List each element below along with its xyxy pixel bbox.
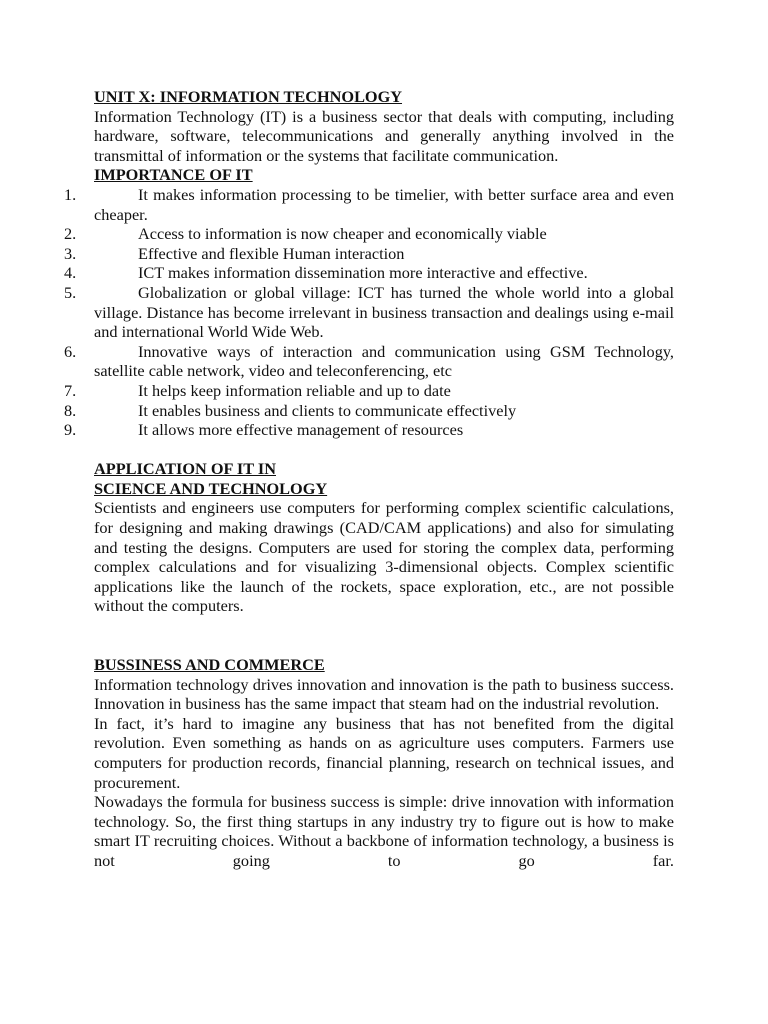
list-number: 7.: [64, 380, 77, 400]
business-heading: BUSSINESS AND COMMERCE: [94, 655, 325, 675]
list-number: 5.: [64, 282, 77, 302]
list-text: It makes information processing to be timelier, with better surface area and even cheaper.: [94, 184, 674, 224]
list-number: 6.: [64, 341, 77, 361]
application-heading-line1: APPLICATION OF IT IN: [94, 459, 276, 479]
list-text: Globalization or global village: ICT has turned the whole world into a global village. Distance has become irrelevant in business transaction and dealings using e-mail and international World Wide Web.: [94, 282, 674, 342]
importance-list: [64, 184, 674, 440]
list-text: It enables business and clients to communicate effectively: [138, 400, 517, 420]
business-paragraph-1: Information technology drives innovation and innovation is the path to business success. Innovation in business has the same impact that steam had on the industrial revolution.: [94, 674, 674, 714]
document-body: [64, 87, 674, 871]
list-text: Innovative ways of interaction and communication using GSM Technology, satellite cable network, video and teleconferencing, etc: [94, 341, 674, 381]
list-item: [64, 243, 674, 264]
list-text: It helps keep information reliable and up to date: [138, 380, 451, 400]
list-item: [64, 341, 674, 381]
unit-title: UNIT X: INFORMATION TECHNOLOGY: [94, 87, 403, 106]
list-number: 2.: [64, 224, 77, 244]
list-item: [64, 184, 674, 224]
list-text: It allows more effective management of resources: [138, 420, 464, 440]
intro-paragraph: Information Technology (IT) is a business sector that deals with computing, including hardware, software, telecommunications and generally anything involved in the transmittal of information or the systems that facilitate communication.: [94, 106, 674, 165]
list-item: [64, 420, 674, 440]
list-item: [64, 282, 674, 342]
list-text: Access to information is now cheaper and economically viable: [138, 224, 547, 244]
application-heading-line2: SCIENCE AND TECHNOLOGY: [94, 478, 328, 498]
business-paragraph-3: Nowadays the formula for business success is simple: drive innovation with information technology. So, the first thing startups in any industry try to figure out is how to make smart IT recruiting choices. Without a backbone of information technology, a business is not going to go far.: [94, 792, 674, 870]
spacer: [94, 616, 674, 655]
list-item: [64, 224, 674, 244]
application-paragraph: Scientists and engineers use computers for performing complex scientific calculations, for designing and making drawings (CAD/CAM applications) and also for simulating and testing the designs. Computers are used for storing the complex data, performing complex calculations and for visualizing 3-dimensional objects. Complex scientific applications like the launch of the rockets, space exploration, etc., are not possible without the computers.: [94, 498, 674, 616]
list-number: 8.: [64, 400, 77, 420]
list-number: 3.: [64, 243, 77, 263]
importance-heading: IMPORTANCE OF IT: [94, 165, 253, 185]
list-number: 4.: [64, 263, 77, 283]
list-item: [64, 380, 674, 401]
list-item: [64, 400, 674, 421]
spacer: [94, 440, 674, 460]
list-number: 1.: [64, 184, 77, 204]
list-item: [64, 263, 674, 283]
business-paragraph-2: In fact, it’s hard to imagine any business that has not benefited from the digital revolution. Even something as hands on as agriculture uses computers. Farmers use computers for production records, financial planning, research on technical issues, and procurement.: [94, 713, 674, 792]
list-number: 9.: [64, 420, 77, 440]
list-text: ICT makes information dissemination more interactive and effective.: [138, 263, 588, 283]
list-text: Effective and flexible Human interaction: [138, 243, 405, 263]
